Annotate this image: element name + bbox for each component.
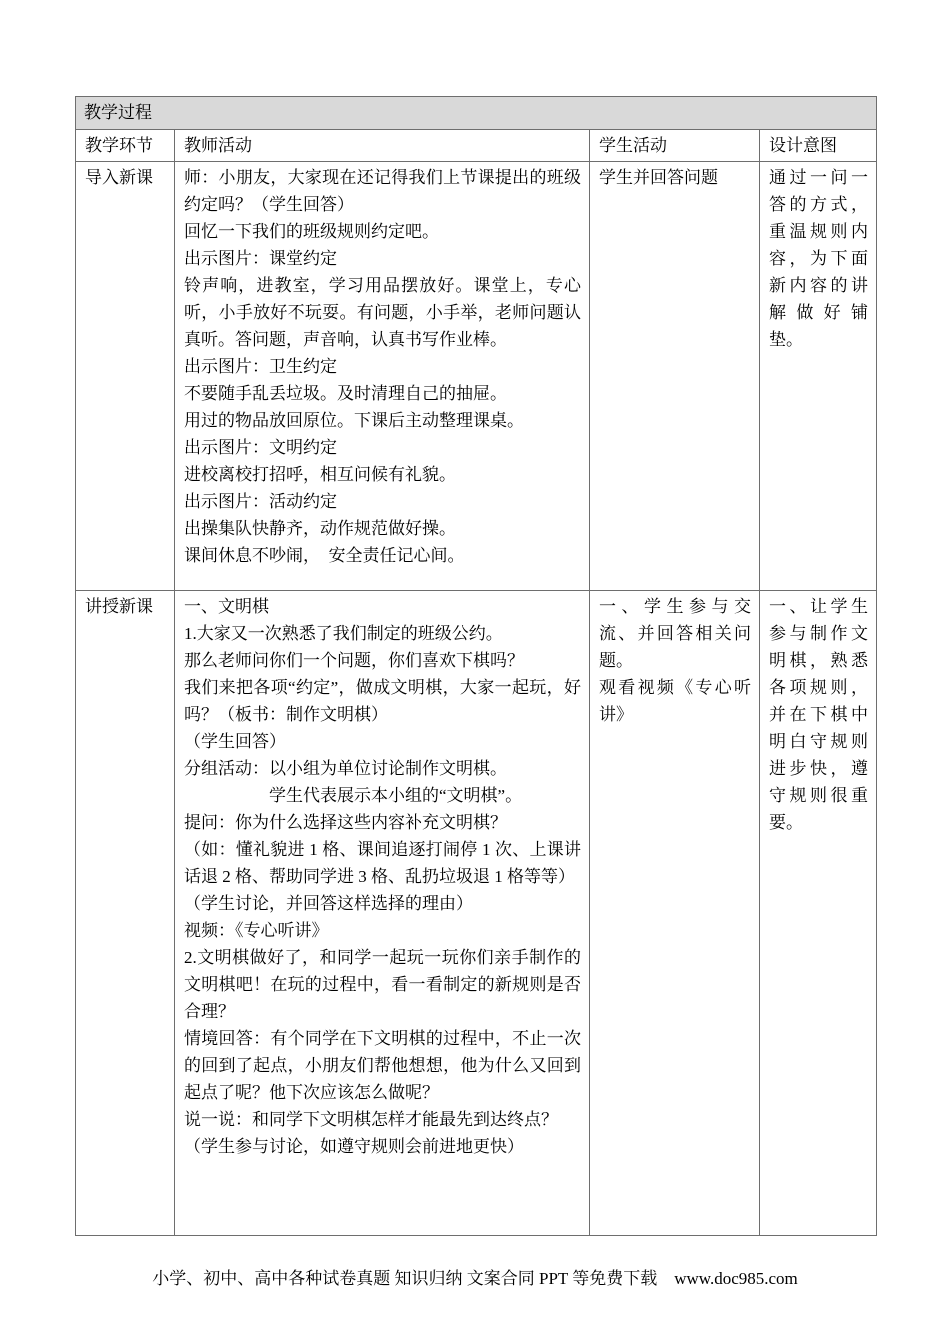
paragraph: 说一说：和同学下文明棋怎样才能最先到达终点？ bbox=[184, 1110, 558, 1129]
paragraph: 一、学生参与交流、并回答相关问题。 bbox=[599, 597, 751, 670]
paragraph: （学生回答） bbox=[184, 732, 286, 751]
paragraph: 用过的物品放回原位。下课后主动整理课桌。 bbox=[184, 411, 524, 430]
paragraph: （学生参与讨论，如遵守规则会前进地更快） bbox=[184, 1137, 524, 1156]
table-title: 教学过程 bbox=[76, 97, 877, 130]
paragraph: 我们来把各项“约定”，做成文明棋，大家一起玩，好吗？（板书：制作文明棋） bbox=[184, 678, 581, 724]
paragraph: 一、文明棋 bbox=[184, 597, 269, 616]
paragraph: 分组活动：以小组为单位讨论制作文明棋。 bbox=[184, 759, 507, 778]
paragraph: 学生并回答问题 bbox=[599, 168, 718, 187]
paragraph: 师：小朋友，大家现在还记得我们上节课提出的班级约定吗？（学生回答） bbox=[184, 168, 581, 214]
paragraph: 回忆一下我们的班级规则约定吧。 bbox=[184, 222, 439, 241]
paragraph: （学生讨论，并回答这样选择的理由） bbox=[184, 894, 473, 913]
paragraph: 课间休息不吵闹， 安全责任记心间。 bbox=[184, 546, 465, 565]
site-footer: 小学、初中、高中各种试卷真题 知识归纳 文案合同 PPT 等免费下载 www.doc985.com bbox=[152, 1269, 798, 1288]
design-intent-cell-new-lesson bbox=[760, 591, 877, 1236]
table-title-row bbox=[76, 97, 877, 130]
column-header-design-intent: 设计意图 bbox=[760, 130, 877, 162]
paragraph: 通过一问一答的方式，重温规则内容，为下面新内容的讲解做好铺垫。 bbox=[769, 168, 868, 349]
table-header-row bbox=[76, 130, 877, 162]
stage-cell-new-lesson: 讲授新课 bbox=[76, 591, 175, 1236]
paragraph: 观看视频《专心听讲》 bbox=[599, 678, 751, 724]
paragraph: 视频：《专心听讲》 bbox=[184, 921, 329, 940]
paragraph: 出示图片：课堂约定 bbox=[184, 249, 337, 268]
paragraph: 一、让学生参与制作文明棋，熟悉各项规则，并在下棋中明白守规则进步快，遵守规则很重要。 bbox=[769, 597, 868, 832]
paragraph: 学生代表展示本小组的“文明棋”。 bbox=[184, 786, 523, 805]
teaching-process-table bbox=[75, 96, 877, 1236]
column-header-teacher-activity: 教师活动 bbox=[175, 130, 590, 162]
student-activity-cell-intro bbox=[590, 162, 760, 591]
column-header-stage: 教学环节 bbox=[76, 130, 175, 162]
paragraph: 出操集队快静齐，动作规范做好操。 bbox=[184, 519, 456, 538]
paragraph: 进校离校打招呼，相互问候有礼貌。 bbox=[184, 465, 456, 484]
table-row bbox=[76, 162, 877, 591]
paragraph: 出示图片：活动约定 bbox=[184, 492, 337, 511]
design-intent-cell-intro bbox=[760, 162, 877, 591]
paragraph: 提问：你为什么选择这些内容补充文明棋？ bbox=[184, 813, 507, 832]
column-header-student-activity: 学生活动 bbox=[590, 130, 760, 162]
paragraph: 情境回答：有个同学在下文明棋的过程中，不止一次的回到了起点，小朋友们帮他想想，他为什么又回到起点了呢？他下次应该怎么做呢？ bbox=[184, 1029, 581, 1102]
paragraph: 2.文明棋做好了，和同学一起玩一玩你们亲手制作的文明棋吧！在玩的过程中，看一看制定的新规则是否合理？ bbox=[184, 948, 581, 1021]
paragraph: 出示图片：文明约定 bbox=[184, 438, 337, 457]
paragraph: 不要随手乱丢垃圾。及时清理自己的抽屉。 bbox=[184, 384, 507, 403]
paragraph: 出示图片：卫生约定 bbox=[184, 357, 337, 376]
paragraph: 那么老师问你们一个问题，你们喜欢下棋吗？ bbox=[184, 651, 524, 670]
student-activity-cell-new-lesson bbox=[590, 591, 760, 1236]
teacher-activity-cell-new-lesson bbox=[175, 591, 590, 1236]
stage-cell-intro: 导入新课 bbox=[76, 162, 175, 591]
paragraph: 铃声响，进教室，学习用品摆放好。课堂上，专心听，小手放好不玩耍。有问题，小手举，老师问题认真听。答问题，声音响，认真书写作业棒。 bbox=[184, 276, 581, 349]
paragraph: 1.大家又一次熟悉了我们制定的班级公约。 bbox=[184, 624, 503, 643]
table-row bbox=[76, 591, 877, 1236]
paragraph: （如：懂礼貌进 1 格、课间追逐打闹停 1 次、上课讲话退 2 格、帮助同学进 3 格、乱扔垃圾退 1 格等等） bbox=[184, 840, 581, 886]
teacher-activity-cell-intro bbox=[175, 162, 590, 591]
